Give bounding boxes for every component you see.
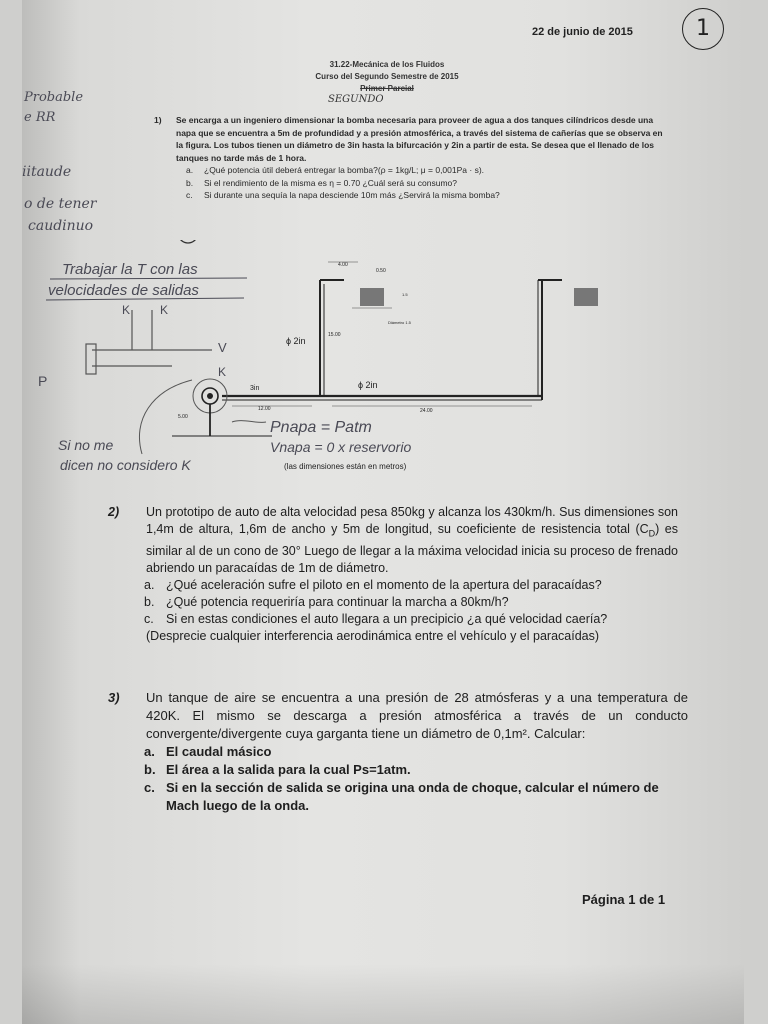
phi-2in-a: ϕ 2in	[286, 336, 306, 346]
exam-sheet	[22, 0, 744, 1024]
arrow-mark	[232, 421, 266, 423]
question-3	[108, 689, 688, 815]
dim-15: 15.00	[328, 332, 341, 338]
course-code: 31.22-Mecánica de los Fluidos	[329, 60, 445, 69]
question-number: 2)	[108, 505, 120, 519]
question-item: b. El área a la salida para la cual Ps=1atm.	[144, 762, 411, 777]
question-text: Un prototipo de auto de alta velocidad pesa 850kg y alcanza los 430km/h. Sus dimensiones son 1,4m de altura, 1,6m de ancho y 5m de longitud, su coeficiente de resistencia total $(C_D)$ es similar al de un cono de 30° Luego de llegar a la máxima velocidad inicia su proceso de frenado abriendo un paracaídas de 1m de diámetro.	[146, 505, 678, 575]
page-shadow	[22, 964, 744, 1024]
question-items	[154, 164, 664, 202]
question-1	[154, 114, 664, 202]
exam-handwritten: SEGUNDO	[328, 94, 384, 105]
k-right: K	[160, 303, 169, 317]
dim-top: 4.00	[338, 262, 348, 268]
note-vnapa: Vnapa = 0 x reservorio	[270, 439, 412, 455]
question-text: Un tanque de aire se encuentra a una presión de 28 atmósferas y a una temperatura de 420K. El mismo se descarga a presión atmosférica a través de un conducto convergente/divergente cuya garganta tiene un diámetro de 0,1m². Calcular:	[146, 690, 688, 741]
page-footer: Página 1 de 1	[582, 892, 666, 907]
dim-5: 5.00	[178, 414, 188, 420]
question-item: b. ¿Qué potencia requeriría para continuar la marcha a 80km/h?	[144, 594, 509, 609]
note-t: Trabajar la T con las	[62, 261, 198, 278]
p-label: P	[38, 373, 48, 389]
question-item: a. ¿Qué potencia útil deberá entregar la bomba?(ρ = 1kg/L; μ = 0,001Pa · s).	[186, 165, 485, 175]
question-number: 3)	[108, 690, 120, 705]
underline-mark	[50, 278, 247, 279]
question-item: a. ¿Qué aceleración sufre el piloto en el momento de la apertura del paracaídas?	[144, 577, 602, 592]
question-item: c. Si en la sección de salida se origina una onda de choque, calcular el número de Mach luego de la onda.	[144, 780, 659, 813]
exam-crossed: Primer Parcial	[360, 84, 414, 93]
exam-date: 22 de junio de 2015	[532, 26, 633, 38]
t-sketch	[92, 310, 212, 366]
circled-item-mark	[179, 240, 197, 243]
question-items	[108, 577, 678, 628]
dim-tank: 0.50	[376, 268, 386, 274]
question-item: a. El caudal másico	[144, 744, 272, 759]
question-item: c. Si en estas condiciones el auto llegara a un precipicio ¿a qué velocidad caería?	[144, 611, 608, 626]
question-item: b. Si el rendimiento de la misma es η = 0.70 ¿Cuál será su consumo?	[186, 177, 457, 188]
pipe-system-diagram	[22, 240, 744, 480]
note-dice: dicen no considero K	[60, 457, 191, 473]
course-term: Curso del Segundo Semestre de 2015	[315, 72, 459, 81]
note-prapa: Pnapa = Patm	[270, 419, 372, 436]
question-items	[108, 743, 688, 815]
note-t2: velocidades de salidas	[48, 282, 199, 299]
question-2	[108, 504, 678, 645]
page-circle: 1	[682, 8, 724, 50]
question-text: Se encarga a un ingeniero dimensionar la bomba necesaria para proveer de agua a dos tanques cilíndricos desde una napa que se encuentra a 5m de profundidad y a presión atmosférica, a través del sistema de cañerías que se observa en la figura. Los tubos tienen un diámetro de 3in hasta la bifurcación y 2in a partir de esta. Se desea que el llenado de los tanques no tarde más de 1 hora.	[176, 115, 663, 163]
margin-note-4: o de tener	[24, 196, 97, 212]
question-item: c. Si durante una sequía la napa desciende 10m más ¿Servirá la misma bomba?	[186, 190, 500, 200]
dim-12: 12.00	[258, 406, 271, 412]
tank-2	[574, 288, 598, 306]
dim-24: 24.00	[420, 408, 433, 414]
margin-note-2: e RR	[24, 110, 56, 125]
t-sketch-flange	[86, 344, 96, 374]
dim-diam: Diámetro 1.5	[388, 320, 411, 325]
pump-center	[207, 393, 213, 399]
question-number: 1)	[154, 115, 162, 125]
margin-note-5: caudinuo	[28, 218, 94, 234]
margin-note-3: iitaude	[22, 164, 72, 180]
question-note: (Desprecie cualquier interferencia aerodinámica entre el vehículo y el paracaídas)	[146, 628, 600, 643]
k-pump: K	[218, 365, 227, 379]
k-left: K	[122, 303, 131, 317]
diagram-caption: (las dimensiones están en metros)	[284, 462, 407, 471]
dim-h: 1.5	[402, 292, 408, 297]
v-label: V	[218, 340, 227, 355]
note-si-no: Si no me	[58, 437, 114, 453]
phi-2in-b: ϕ 2in	[358, 380, 378, 390]
margin-note-1: Probable	[24, 90, 84, 105]
tank-1	[360, 288, 384, 306]
label-3in: 3in	[250, 385, 260, 392]
